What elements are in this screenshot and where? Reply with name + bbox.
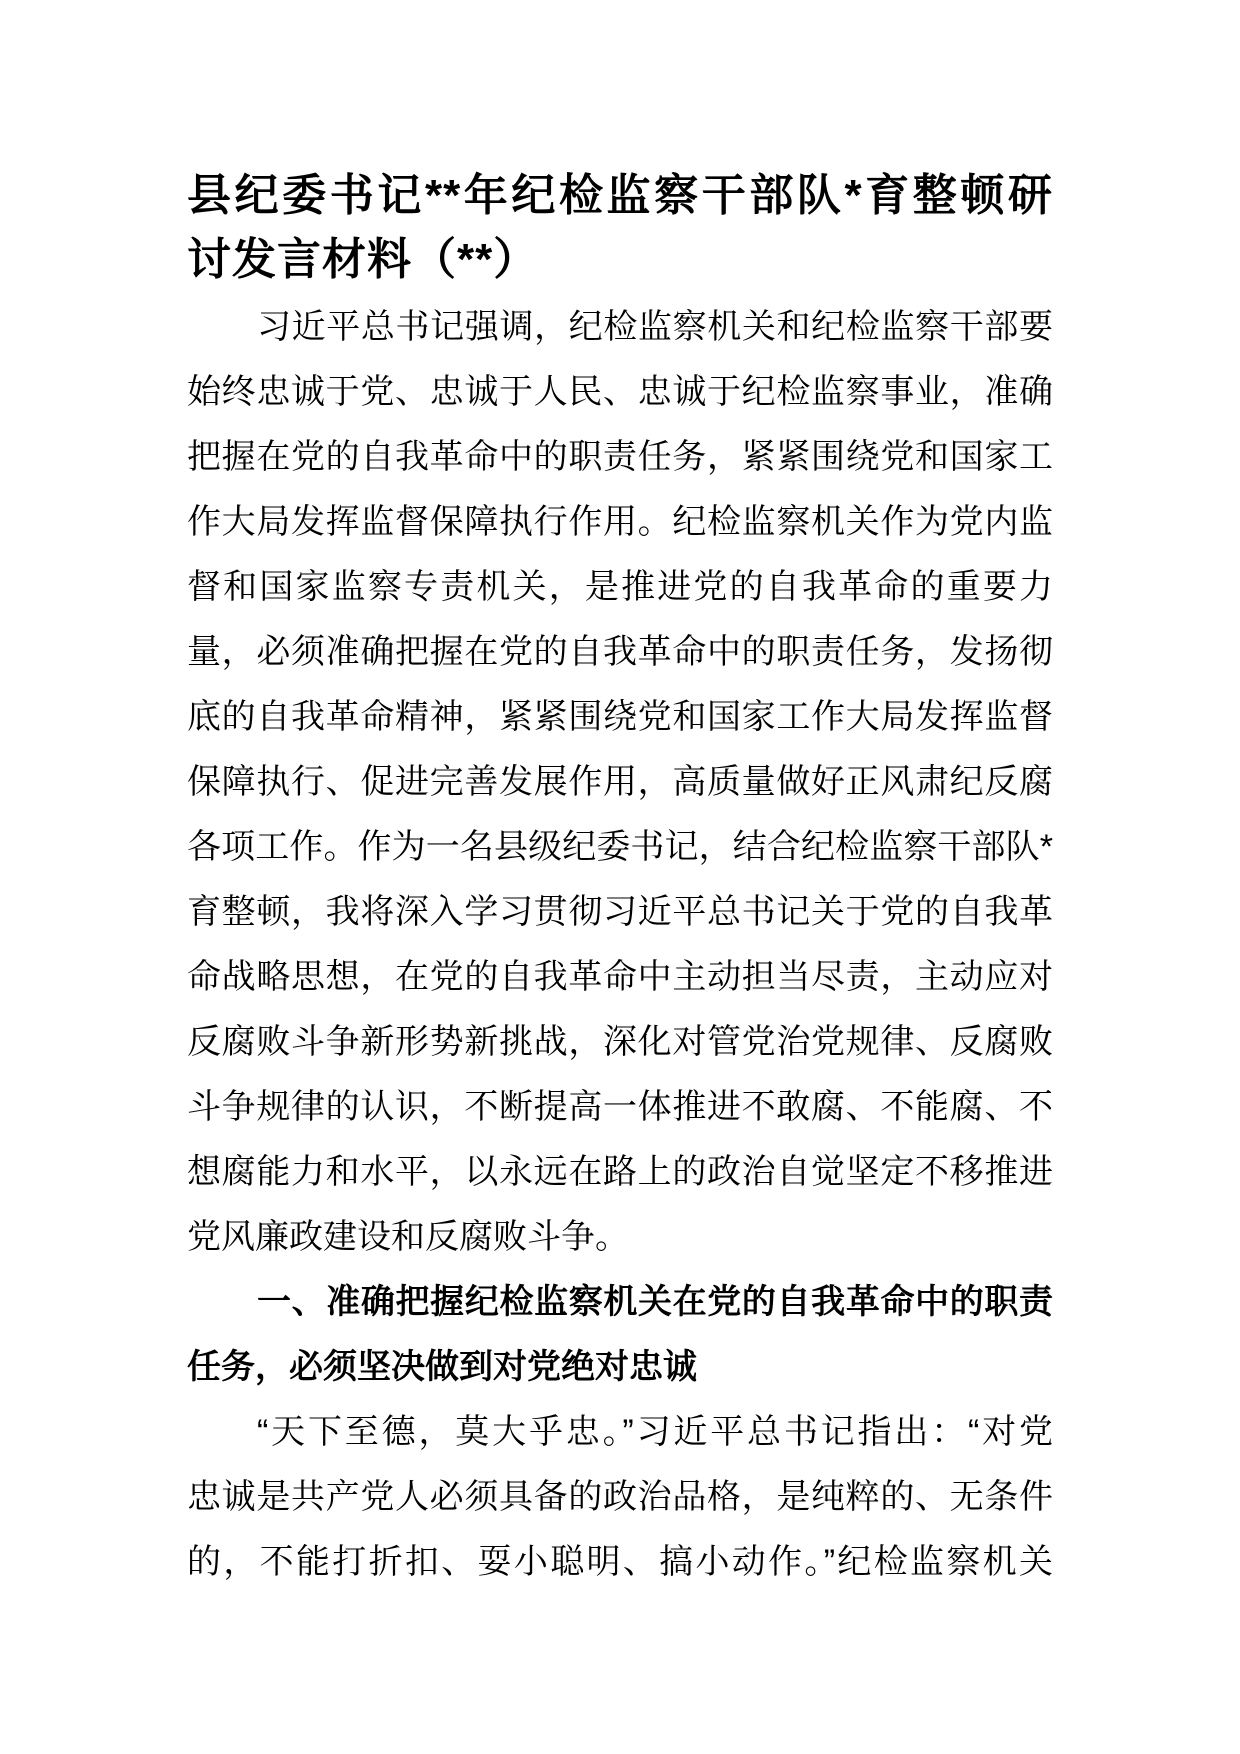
paragraph-2 bbox=[187, 1400, 1053, 1595]
paragraph-1-line: 斗争规律的认识，不断提高一体推进不敢腐、不能腐、不 bbox=[187, 1088, 1053, 1126]
paragraph-1-line: 量，必须准确把握在党的自我革命中的职责任务，发扬彻 bbox=[187, 633, 1053, 671]
paragraph-1-line: 督和国家监察专责机关，是推进党的自我革命的重要力 bbox=[187, 568, 1053, 606]
title-line-1: 县纪委书记**年纪检监察干部队*育整顿研 bbox=[187, 171, 1053, 220]
paragraph-1-line: 党风廉政建设和反腐败斗争。 bbox=[187, 1218, 629, 1256]
paragraph-1-line: 底的自我革命精神，紧紧围绕党和国家工作大局发挥监督 bbox=[187, 698, 1053, 736]
paragraph-1-line: 保障执行、促进完善发展作用，高质量做好正风肃纪反腐 bbox=[187, 763, 1053, 801]
paragraph-1-line: 育整顿，我将深入学习贯彻习近平总书记关于党的自我革 bbox=[187, 893, 1053, 931]
title-line-2: 讨发言材料（**） bbox=[187, 235, 539, 284]
paragraph-1-line: 各项工作。作为一名县级纪委书记，结合纪检监察干部队* bbox=[187, 828, 1053, 866]
paragraph-1-line: 作大局发挥监督保障执行作用。纪检监察机关作为党内监 bbox=[187, 503, 1053, 541]
paragraph-1-line: 命战略思想，在党的自我革命中主动担当尽责，主动应对 bbox=[187, 958, 1053, 996]
paragraph-1-line: 想腐能力和水平，以永远在路上的政治自觉坚定不移推进 bbox=[187, 1153, 1053, 1191]
paragraph-1-line: 始终忠诚于党、忠诚于人民、忠诚于纪检监察事业，准确 bbox=[187, 373, 1053, 411]
section-heading-line: 任务，必须坚决做到对党绝对忠诚 bbox=[187, 1348, 697, 1386]
paragraph-1 bbox=[187, 295, 1053, 1270]
paragraph-1-line: 把握在党的自我革命中的职责任务，紧紧围绕党和国家工 bbox=[187, 438, 1053, 476]
paragraph-2-line: 忠诚是共产党人必须具备的政治品格，是纯粹的、无条件 bbox=[187, 1478, 1053, 1516]
section-heading-1 bbox=[187, 1270, 1053, 1400]
document-title bbox=[187, 164, 1053, 292]
paragraph-2-line: “天下至德，莫大乎忠。”习近平总书记指出：“对党 bbox=[257, 1413, 1053, 1451]
paragraph-1-line: 习近平总书记强调，纪检监察机关和纪检监察干部要 bbox=[257, 308, 1053, 346]
section-heading-line: 一、准确把握纪检监察机关在党的自我革命中的职责 bbox=[257, 1283, 1053, 1321]
paragraph-2-line: 的，不能打折扣、耍小聪明、搞小动作。”纪检监察机关 bbox=[187, 1543, 1053, 1581]
paragraph-1-line: 反腐败斗争新形势新挑战，深化对管党治党规律、反腐败 bbox=[187, 1023, 1053, 1061]
